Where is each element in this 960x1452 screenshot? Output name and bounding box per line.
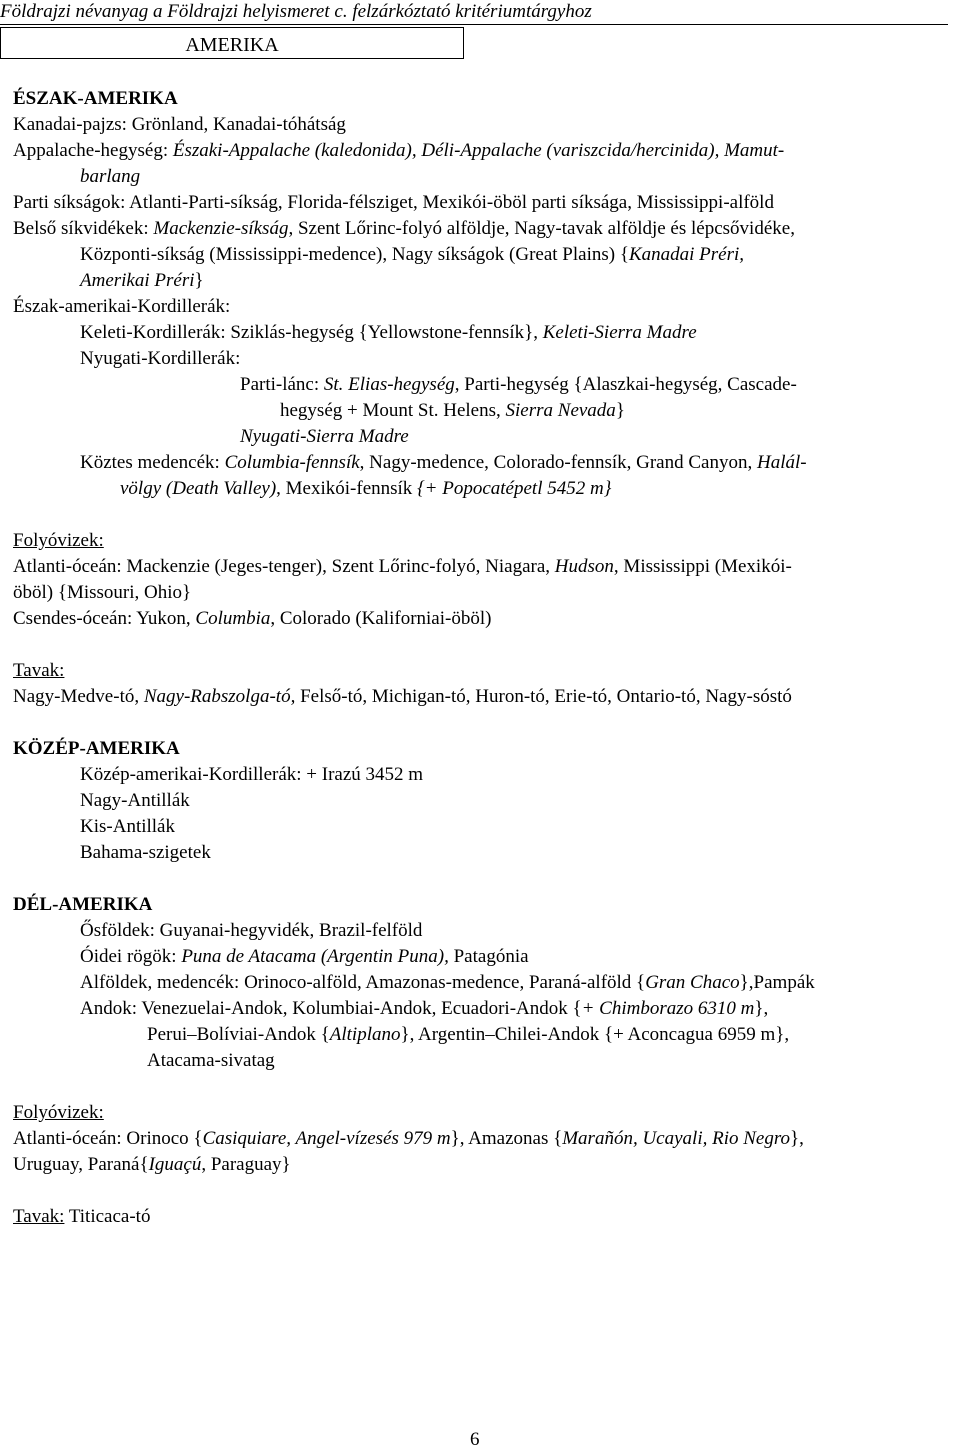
text-line (120, 476, 611, 502)
text-line (147, 1048, 275, 1074)
text-segment: Kanadai Préri, (628, 244, 745, 265)
text-segment: },Pampák (739, 972, 815, 993)
text-line (80, 762, 423, 788)
page-title: AMERIKA (0, 27, 464, 59)
text-segment: hegység + Mount St. Helens, (280, 400, 506, 421)
text-segment: Folyóvizek: (13, 530, 104, 551)
text-segment: öböl) {Missouri, Ohio} (13, 582, 192, 603)
text-segment: Parti síkságok: Atlanti-Parti-síkság, Florida-félsziget, Mexikói-öböl parti síksága, Mississippi-alföld (13, 192, 774, 213)
text-line (80, 840, 211, 866)
text-segment: Kis-Antillák (80, 816, 175, 837)
text-segment: Columbia (195, 608, 271, 629)
text-line (13, 580, 191, 606)
text-segment: }, (754, 998, 769, 1019)
text-segment: Ősföldek: Guyanai-hegyvidék, Brazil-felföld (80, 920, 423, 941)
text-segment: Óidei rögök: (80, 946, 182, 967)
text-segment: , Mexikói-fennsík (276, 478, 418, 499)
text-segment: Sierra Nevada (505, 400, 616, 421)
text-segment: Folyóvizek: (13, 1102, 104, 1123)
text-segment: Halál- (756, 452, 807, 473)
text-line (80, 970, 815, 996)
text-segment: Kanadai-pajzs: Grönland, Kanadai-tóhátság (13, 114, 346, 135)
text-line (80, 242, 744, 268)
text-line (147, 1022, 789, 1048)
text-segment: Mackenzie-síkság (153, 218, 289, 239)
text-line (13, 138, 784, 164)
text-line (80, 788, 190, 814)
text-line (80, 996, 768, 1022)
text-segment: , Nagy-medence, Colorado-fennsík, Grand Canyon, (359, 452, 757, 473)
text-segment: }, Argentin–Chilei-Andok {+ Aconcagua 6959 m}, (400, 1024, 790, 1045)
text-segment: }, Amazonas { (450, 1128, 563, 1149)
section-heading-south-america (13, 892, 152, 918)
page-header: Földrajzi névanyag a Földrajzi helyismeret c. felzárkóztató kritériumtárgyhoz (0, 0, 948, 25)
text-segment: Csendes-óceán: Yukon, (13, 608, 196, 629)
text-segment: Casiquiare, Angel-vízesés 979 m (202, 1128, 451, 1149)
text-segment: Patagónia (448, 946, 529, 967)
text-segment: Iguaçú (148, 1154, 202, 1175)
text-line (13, 216, 795, 242)
subheading-rivers (13, 528, 104, 554)
text-segment: , Mississippi (Mexikói- (613, 556, 792, 577)
text-line (80, 164, 140, 190)
text-segment: } (615, 400, 625, 421)
text-segment: , Colorado (Kaliforniai-öböl) (270, 608, 492, 629)
text-segment: Appalache-hegység: (13, 140, 173, 161)
text-segment: Nagy-Medve-tó, (13, 686, 144, 707)
text-segment: St. Elias-hegység (323, 374, 455, 395)
text-line (80, 944, 529, 970)
text-segment: } (194, 270, 204, 291)
text-segment: Keleti-Kordillerák: Sziklás-hegység {Yellowstone-fennsík}, (80, 322, 543, 343)
text-segment: Nagy-Antillák (80, 790, 190, 811)
text-segment: Nagy-Rabszolga-tó, (143, 686, 296, 707)
text-line (13, 190, 774, 216)
text-segment: Marañón, Ucayali, Rio Negro (562, 1128, 791, 1149)
text-line (13, 554, 792, 580)
text-segment: Köztes medencék: (80, 452, 225, 473)
text-line (13, 684, 792, 710)
text-line (80, 320, 697, 346)
text-line (13, 294, 230, 320)
text-segment: Nyugati-Sierra Madre (240, 426, 409, 447)
text-segment: Perui–Bolíviai-Andok { (147, 1024, 330, 1045)
text-segment: , Paraguay} (201, 1154, 291, 1175)
text-line (80, 268, 204, 294)
text-line (13, 606, 491, 632)
text-segment: völgy (Death Valley) (120, 478, 277, 499)
text-segment: DÉL-AMERIKA (13, 894, 153, 915)
text-segment: Belső síkvidékek: (13, 218, 154, 239)
text-segment: Atacama-sivatag (147, 1050, 275, 1071)
text-line (80, 814, 175, 840)
text-segment: Felső-tó, Michigan-tó, Huron-tó, Erie-tó, Ontario-tó, Nagy-sóstó (295, 686, 792, 707)
text-line (13, 1126, 804, 1152)
text-line (13, 112, 346, 138)
text-segment: Északi-Appalache (kaledonida), Déli-Appalache (variszcida/hercinida), Mamut- (172, 140, 785, 161)
section-heading-north-america (13, 86, 178, 112)
text-segment: + Chimborazo 6310 m (581, 998, 755, 1019)
text-segment: }, (790, 1128, 804, 1149)
section-heading-central-america (13, 736, 180, 762)
text-line (80, 346, 240, 372)
text-segment: Alföldek, medencék: Orinoco-alföld, Amazonas-medence, Paraná-alföld { (80, 972, 646, 993)
text-segment: Központi-síkság (Mississippi-medence), Nagy síkságok (Great Plains) { (80, 244, 629, 265)
text-segment: Titicaca-tó (64, 1206, 151, 1227)
text-segment: , Parti-hegység {Alaszkai-hegység, Cascade- (454, 374, 797, 395)
text-segment: ÉSZAK-AMERIKA (13, 88, 178, 109)
text-segment: Atlanti-óceán: Mackenzie (Jeges-tenger), Szent Lőrinc-folyó, Niagara, (13, 556, 555, 577)
text-line (80, 918, 422, 944)
subheading-rivers (13, 1100, 104, 1126)
text-segment: , Szent Lőrinc-folyó alföldje, Nagy-tavak alföldje és lépcsővidéke, (288, 218, 795, 239)
text-segment: Amerikai Préri (80, 270, 195, 291)
subheading-lakes (13, 658, 64, 684)
text-segment: Tavak: (13, 660, 65, 681)
text-segment: Tavak: (13, 1206, 65, 1227)
lakes-line (13, 1204, 150, 1230)
text-line (240, 424, 409, 450)
page-number: 6 (470, 1429, 480, 1450)
text-segment: KÖZÉP-AMERIKA (13, 738, 180, 759)
text-segment: Parti-lánc: (240, 374, 324, 395)
text-line (240, 372, 797, 398)
text-line (13, 1152, 291, 1178)
text-segment: Uruguay, Paraná{ (13, 1154, 149, 1175)
text-segment: barlang (80, 166, 141, 187)
text-segment: Keleti-Sierra Madre (542, 322, 697, 343)
text-segment: Hudson (554, 556, 614, 577)
text-segment: Nyugati-Kordillerák: (80, 348, 241, 369)
text-segment: Puna de Atacama (Argentin Puna), (181, 946, 449, 967)
text-segment: {+ Popocatépetl 5452 m} (417, 478, 612, 499)
text-segment: Atlanti-óceán: Orinoco { (13, 1128, 203, 1149)
text-line (280, 398, 625, 424)
text-segment: Andok: Venezuelai-Andok, Kolumbiai-Andok, Ecuadori-Andok { (80, 998, 582, 1019)
text-segment: Columbia-fennsík (224, 452, 360, 473)
text-line (80, 450, 807, 476)
text-segment: Altiplano (329, 1024, 401, 1045)
text-segment: Közép-amerikai-Kordillerák: + Irazú 3452 m (80, 764, 424, 785)
text-segment: Gran Chaco (645, 972, 740, 993)
text-segment: Észak-amerikai-Kordillerák: (13, 296, 231, 317)
text-segment: Bahama-szigetek (80, 842, 211, 863)
